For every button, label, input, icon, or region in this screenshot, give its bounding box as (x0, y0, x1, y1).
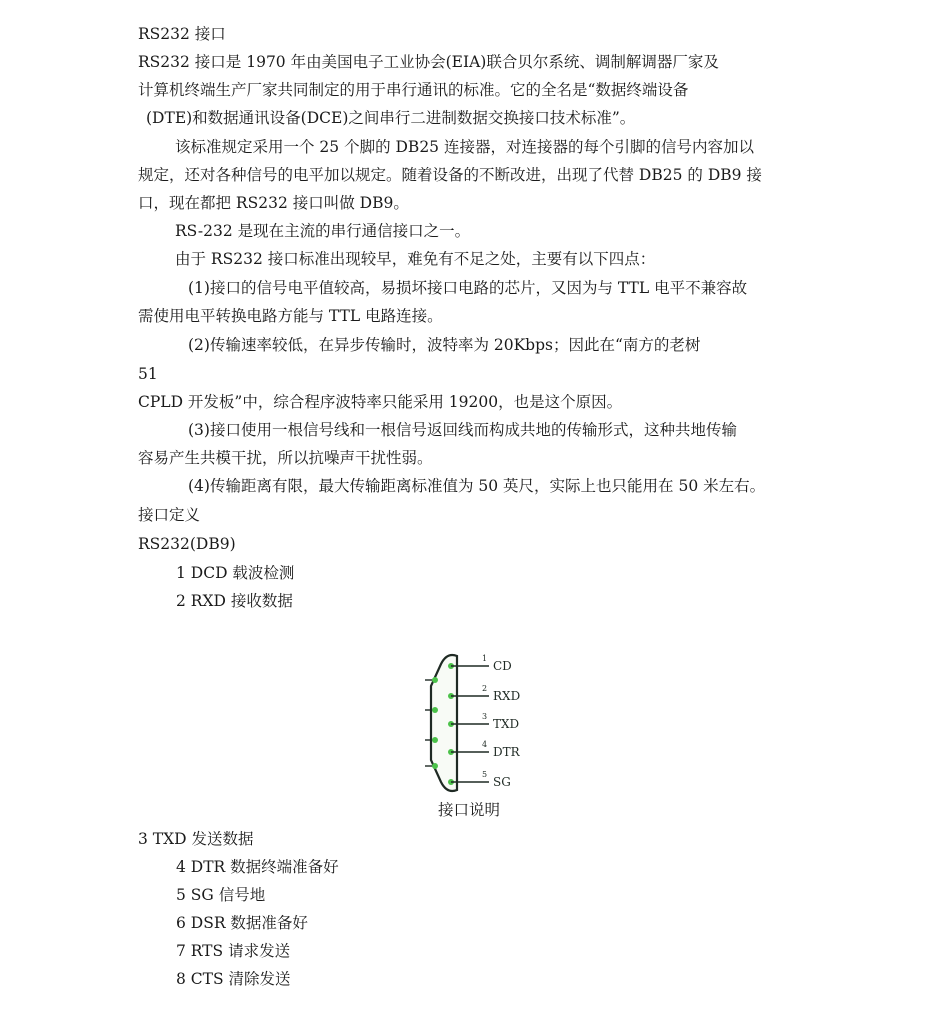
paragraph-line: 规定，还对各种信号的电平加以规定。随着设备的不断改进，出现了代替 DB25 的 DB9 接 (138, 166, 762, 184)
pin-list-item: 3 TXD 发送数据 (138, 830, 254, 848)
paragraph-line: CPLD 开发板”中，综合程序波特率只能采用 19200，也是这个原因。 (138, 393, 623, 411)
pin-number: 1 (482, 654, 488, 663)
pin-numbers (482, 654, 487, 779)
pin-list-item: 7 RTS 请求发送 (176, 942, 291, 960)
paragraph-line: 需使用电平转换电路方能与 TTL 电路连接。 (138, 307, 443, 325)
pin-label: SG (493, 775, 511, 789)
paragraph-line: 容易产生共模干扰，所以抗噪声干扰性弱。 (138, 449, 433, 467)
paragraph-line: 计算机终端生产厂家共同制定的用于串行通讯的标准。它的全名是“数据终端设备 (138, 81, 689, 99)
pin-label: DTR (493, 745, 520, 759)
pin-labels (493, 659, 521, 789)
figure-caption: 接口说明 (438, 801, 501, 819)
pin-number: 5 (482, 770, 488, 779)
pin-list-item: 5 SG 信号地 (176, 886, 266, 904)
pin-list-item: 6 DSR 数据准备好 (176, 914, 308, 932)
paragraph-line: 由于 RS232 接口标准出现较早，难免有不足之处，主要有以下四点： (175, 250, 656, 268)
paragraph-line: RS232 接口是 1970 年由美国电子工业协会(EIA)联合贝尔系统、调制解调器厂家及 (138, 53, 719, 71)
pin-number: 4 (482, 740, 488, 749)
paragraph-line: 口，现在都把 RS232 接口叫做 DB9。 (138, 194, 409, 212)
pin-list-item: 8 CTS 清除发送 (176, 970, 291, 988)
paragraph-line: RS-232 是现在主流的串行通信接口之一。 (175, 222, 471, 240)
paragraph-line: (2)传输速率较低，在异步传输时，波特率为 20Kbps；因此在“南方的老树 (188, 336, 701, 354)
db9-connector-figure (421, 648, 527, 798)
paragraph-line: (4)传输距离有限，最大传输距离标准值为 50 英尺，实际上也只能用在 50 米左右。 (188, 477, 766, 495)
subsection-title: RS232(DB9) (138, 535, 236, 553)
pin-list-item: 4 DTR 数据终端准备好 (176, 858, 339, 876)
section-title: 接口定义 (138, 506, 201, 524)
heading: RS232 接口 (138, 25, 226, 43)
paragraph-line: 该标准规定采用一个 25 个脚的 DB25 连接器，对连接器的每个引脚的信号内容加以 (175, 138, 754, 156)
pin-number: 2 (482, 684, 488, 693)
paragraph-line: (3)接口使用一根信号线和一根信号返回线而构成共地的传输形式，这种共地传输 (188, 421, 737, 439)
pin-list-item: 2 RXD 接收数据 (176, 592, 293, 610)
db9-connector-diagram (421, 648, 527, 798)
pin-label: TXD (493, 717, 520, 731)
pin-number: 3 (482, 712, 488, 721)
pin-label: CD (493, 659, 512, 673)
paragraph-line: (1)接口的信号电平值较高，易损坏接口电路的芯片，又因为与 TTL 电平不兼容故 (188, 279, 748, 297)
paragraph-line: (DTE)和数据通讯设备(DCE)之间串行二进制数据交换接口技术标准”。 (146, 109, 636, 127)
pin-label: RXD (493, 689, 521, 703)
paragraph-line: 51 (138, 365, 158, 383)
pin-list-item: 1 DCD 载波检测 (176, 564, 295, 582)
